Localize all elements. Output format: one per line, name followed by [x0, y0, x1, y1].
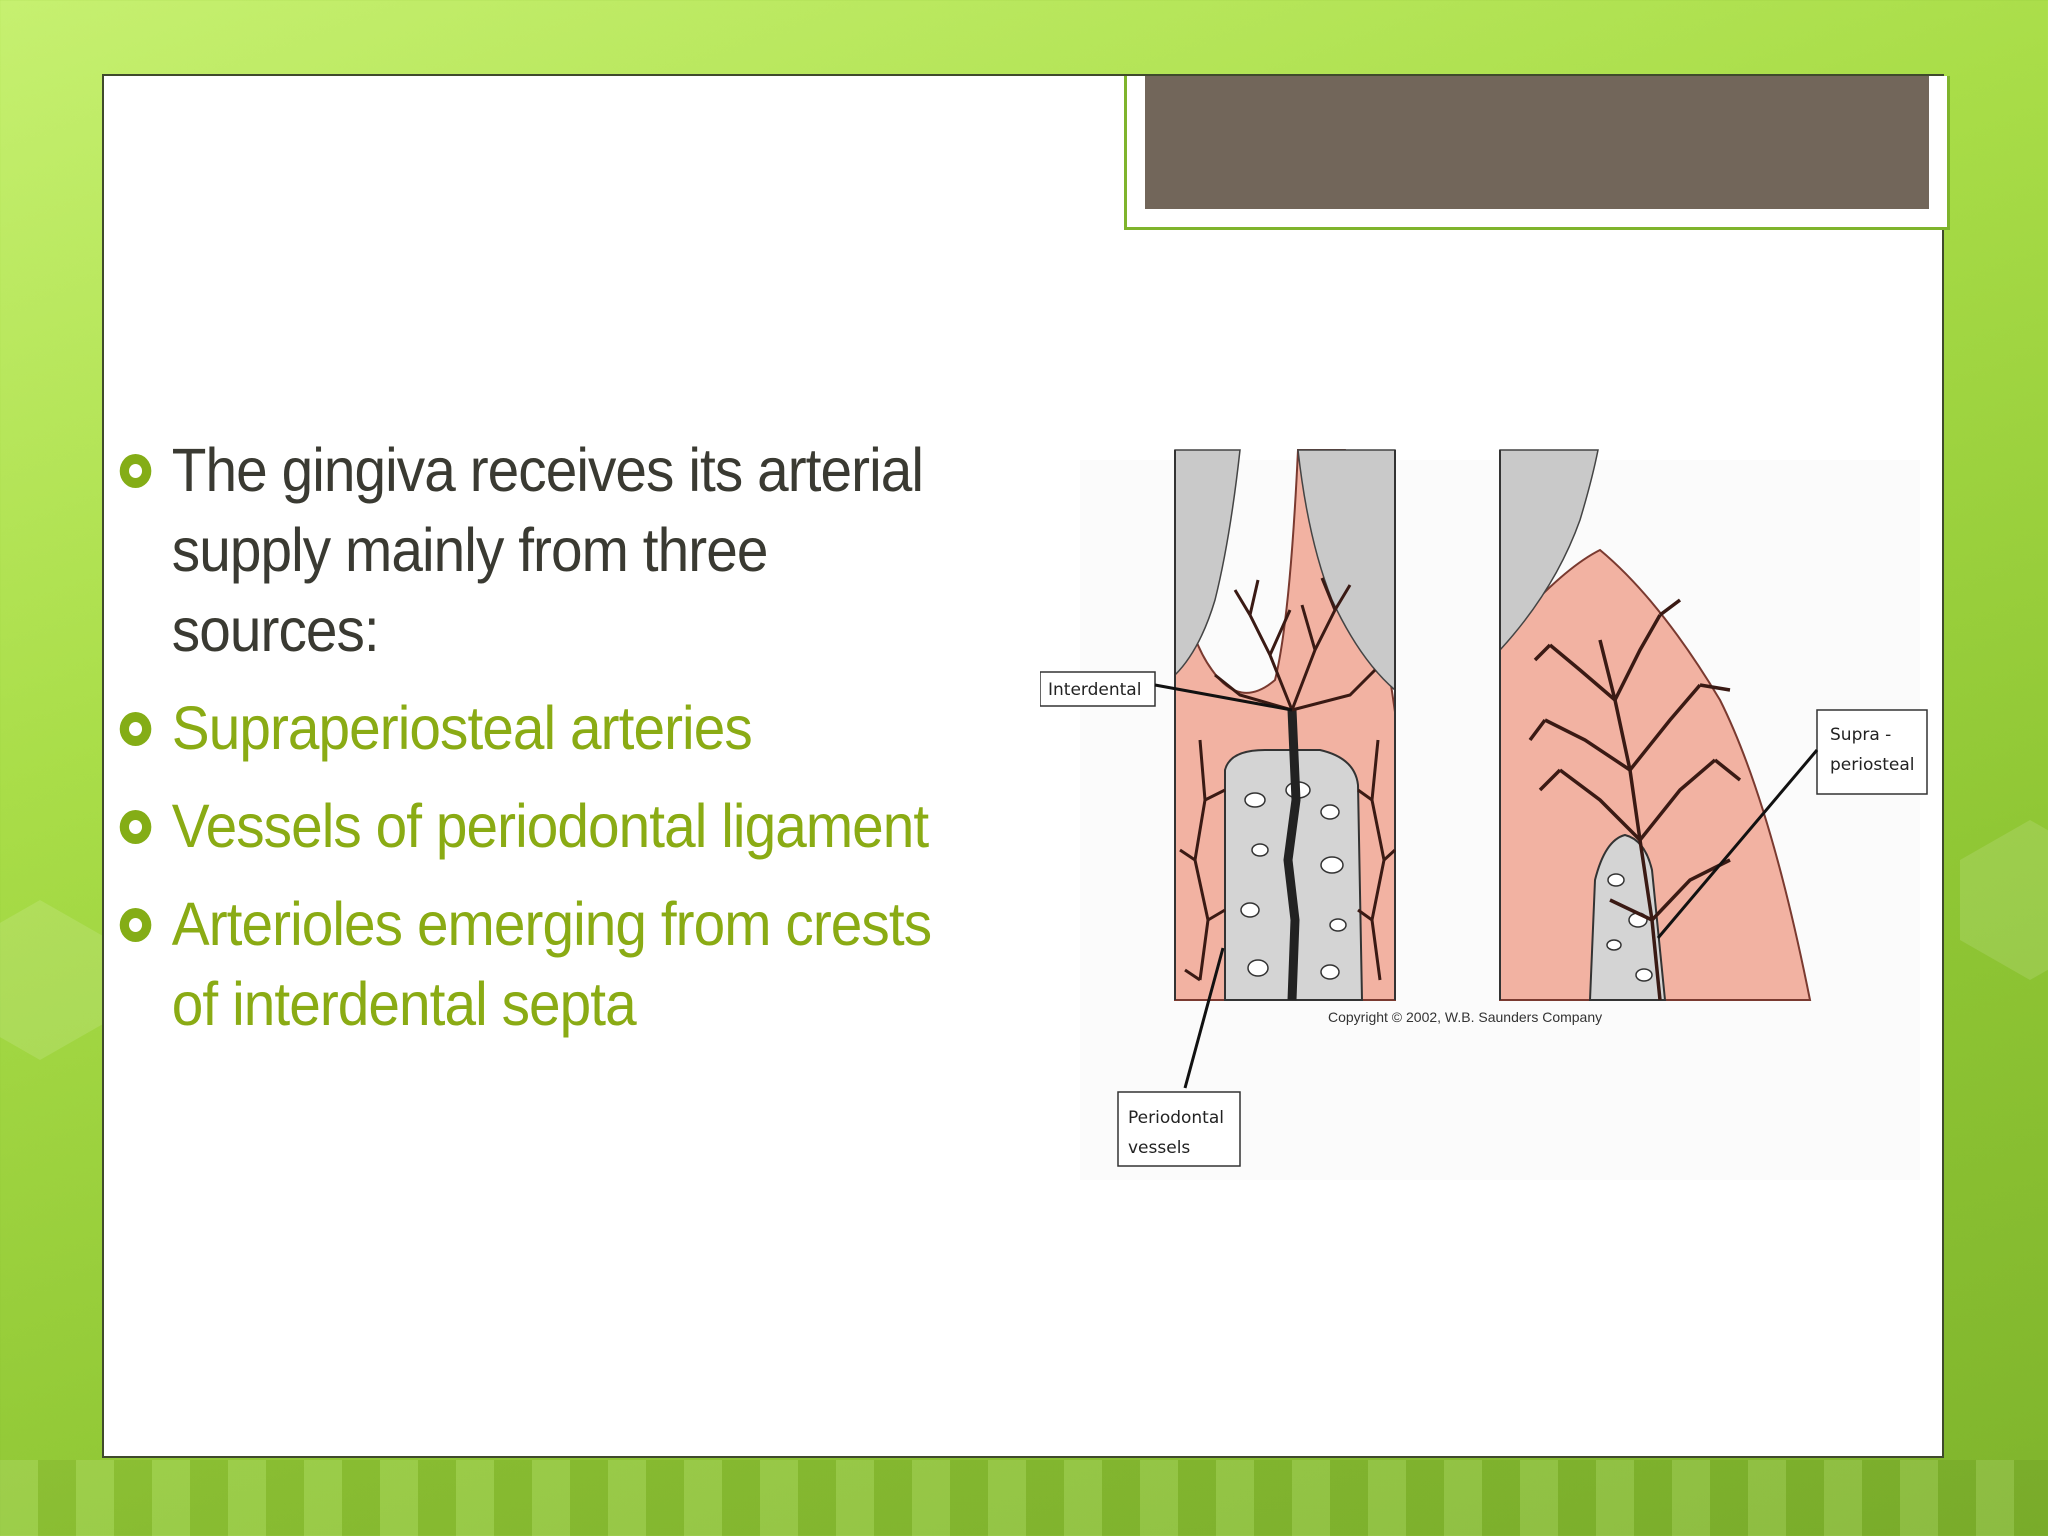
bullet-text: Vessels of periodontal ligament [171, 792, 929, 860]
background-stripes [0, 1460, 2048, 1536]
bullet-item [116, 786, 972, 866]
gingiva-blood-supply-diagram [1040, 440, 1940, 1180]
diagram-svg [1040, 440, 1940, 1180]
bullet-item [116, 430, 972, 670]
bullet-text: The gingiva receives its arterial supply mainly from three sources: [171, 436, 924, 664]
ring-bullet-icon [120, 810, 152, 844]
periodontal-label-line2: vessels [1128, 1138, 1191, 1158]
bullet-list [116, 430, 1036, 1062]
supraperiosteal-label-line1: Supra - [1830, 725, 1892, 745]
supraperiosteal-label-line2: periosteal [1830, 755, 1915, 775]
bullet-item [116, 884, 972, 1044]
title-bar [1145, 76, 1929, 209]
bullet-item [116, 688, 972, 768]
background-hexagon [0, 900, 110, 1060]
interdental-label: Interdental [1048, 680, 1142, 700]
ring-bullet-icon [120, 908, 152, 942]
periodontal-label-line1: Periodontal [1128, 1108, 1224, 1128]
diagram-copyright: Copyright © 2002, W.B. Saunders Company [1328, 1009, 1603, 1025]
background-hexagon [1960, 820, 2048, 980]
title-placeholder [1124, 76, 1950, 230]
bullet-text: Supraperiosteal arteries [171, 694, 752, 762]
bullet-text: Arterioles emerging from crests of interdental septa [171, 890, 932, 1038]
ring-bullet-icon [120, 712, 152, 746]
ring-bullet-icon [120, 454, 152, 488]
supraperiosteal-label-box [1817, 710, 1927, 794]
